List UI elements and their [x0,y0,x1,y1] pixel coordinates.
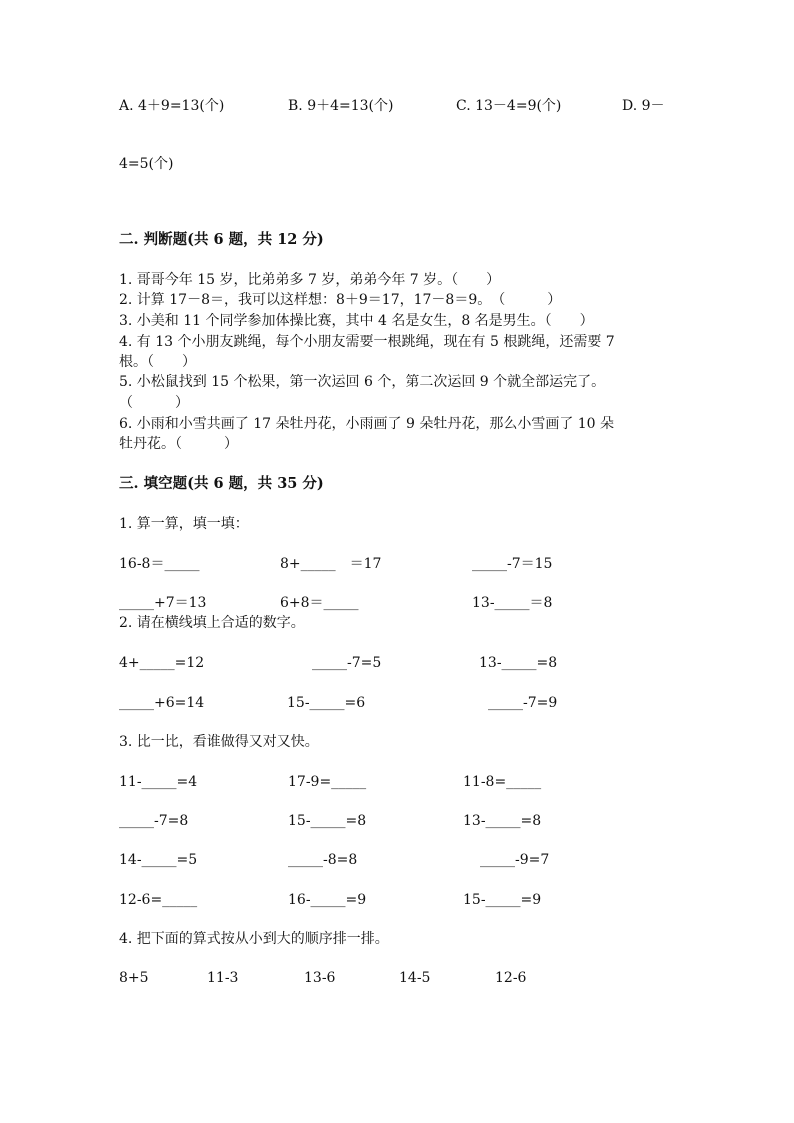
q2-item: _____+6=14 [119,695,205,711]
q2-item: 15-_____=6 [287,695,366,711]
tf-line: 2. 计算 17－8＝，我可以这样想：8＋9＝17，17－8＝9。 （ ） [119,292,562,308]
q4-expression: 13-6 [304,970,336,986]
q4-expression: 14-5 [399,970,431,986]
q3-item: 11-8=_____ [463,774,542,790]
q1-prompt: 1. 算一算，填一填： [119,516,249,532]
tf-line: 牡丹花。（ ） [119,436,238,452]
q1-item: 6+8＝_____ [280,595,359,611]
q1-item: _____-7＝15 [472,556,553,572]
choice-a: A. 4＋9=13(个) [119,98,225,114]
q2-item: 13-_____=8 [479,655,558,671]
q3-item: 14-_____=5 [119,852,198,868]
q3-prompt: 3. 比一比，看谁做得又对又快。 [119,734,319,750]
q2-prompt: 2. 请在横线填上合适的数字。 [119,615,305,631]
choice-c: C. 13－4=9(个) [456,98,562,114]
q3-item: 16-_____=9 [288,892,367,908]
q4-expression: 12-6 [495,970,527,986]
q3-item: 13-_____=8 [463,813,542,829]
q2-item: _____-7=9 [488,695,558,711]
q1-item: 16-8＝_____ [119,556,200,572]
q2-item: _____-7=5 [312,655,382,671]
q3-item: 15-_____=9 [463,892,542,908]
choice-b: B. 9＋4=13(个) [288,98,394,114]
q1-item: 13-_____＝8 [472,595,553,611]
section3-title: 三. 填空题(共 6 题，共 35 分) [119,475,324,492]
q4-prompt: 4. 把下面的算式按从小到大的顺序排一排。 [119,931,389,947]
tf-line: 6. 小雨和小雪共画了 17 朵牡丹花，小雨画了 9 朵牡丹花，那么小雪画了 10 朵 [119,416,615,432]
q3-item: 11-_____=4 [119,774,198,790]
tf-line: （ ） [119,395,189,411]
q1-item: _____+7＝13 [119,595,207,611]
q3-item: 12-6=_____ [119,892,198,908]
q3-item: _____-8=8 [288,852,358,868]
tf-line: 根。（ ） [119,354,196,370]
choice-d-part1: D. 9－ [622,98,665,114]
q2-item: 4+_____=12 [119,655,205,671]
q4-expression: 8+5 [119,970,149,986]
tf-line: 3. 小美和 11 个同学参加体操比赛，其中 4 名是女生，8 名是男生。（ ） [119,313,594,329]
section2-title: 二. 判断题(共 6 题，共 12 分) [119,231,324,248]
q3-item: 17-9=_____ [288,774,367,790]
q4-expression: 11-3 [207,970,239,986]
tf-line: 5. 小松鼠找到 15 个松果，第一次运回 6 个，第二次运回 9 个就全部运完了。 [119,374,606,390]
q3-item: _____-9=7 [480,852,550,868]
tf-line: 1. 哥哥今年 15 岁，比弟弟多 7 岁，弟弟今年 7 岁。（ ） [119,272,501,288]
tf-line: 4. 有 13 个小朋友跳绳，每个小朋友需要一根跳绳，现在有 5 根跳绳，还需要 7 [119,334,615,350]
q3-item: 15-_____=8 [288,813,367,829]
q1-item: 8+_____ ＝17 [280,556,382,572]
q3-item: _____-7=8 [119,813,189,829]
choice-d-part2: 4=5(个) [119,156,174,172]
